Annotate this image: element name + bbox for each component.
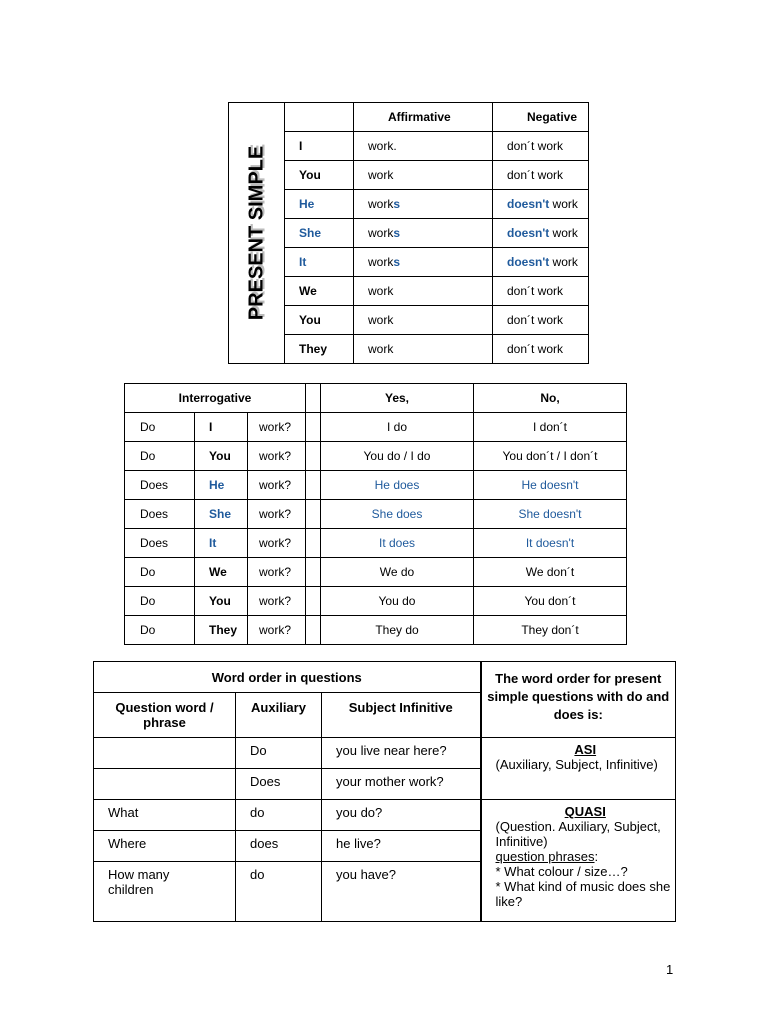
word-order-row xyxy=(94,800,676,831)
subject-cell: you live near here? xyxy=(322,738,481,769)
auxiliary-cell: Do xyxy=(125,616,195,645)
interrogative-row xyxy=(125,471,627,500)
quasi-text: (Question. Auxiliary, Subject, Infinitive) xyxy=(495,819,661,849)
affirmative-cell xyxy=(354,190,493,219)
asi-text: (Auxiliary, Subject, Infinitive) xyxy=(495,757,658,772)
negative-rest: don´t work xyxy=(507,284,564,298)
affirmative-cell xyxy=(354,132,493,161)
word-order-note-title: The word order for present simple questions with do and does is: xyxy=(481,662,676,738)
spacer-cell xyxy=(306,413,321,442)
verb-stem: work xyxy=(368,226,394,240)
spacer-cell xyxy=(306,587,321,616)
pronoun-cell: It xyxy=(285,248,354,277)
no-cell: They don´t xyxy=(474,616,627,645)
no-cell: You don´t xyxy=(474,587,627,616)
affirmative-cell xyxy=(354,161,493,190)
header-no: No, xyxy=(474,384,627,413)
verb-stem: work xyxy=(368,255,394,269)
pronoun-cell: I xyxy=(285,132,354,161)
header-blank xyxy=(285,103,354,132)
interrogative-header-row xyxy=(125,384,627,413)
spacer-cell xyxy=(306,500,321,529)
verb-stem: work xyxy=(368,284,394,298)
negative-auxiliary: doesn't xyxy=(507,226,550,240)
verb-stem: work xyxy=(368,168,394,182)
auxiliary-cell: Do xyxy=(125,587,195,616)
negative-rest: don´t work xyxy=(507,168,564,182)
auxiliary-cell: Does xyxy=(125,500,195,529)
verb-suffix: s xyxy=(393,197,401,211)
spacer-cell xyxy=(306,384,321,413)
question-word-cell xyxy=(94,738,236,769)
interrogative-row xyxy=(125,587,627,616)
verb-stem: work xyxy=(368,342,394,356)
yes-cell: We do xyxy=(321,558,474,587)
affirmative-cell xyxy=(354,219,493,248)
spacer-cell xyxy=(306,471,321,500)
negative-rest: don´t work xyxy=(507,342,564,356)
question-word-cell: How many children xyxy=(94,862,236,922)
yes-cell: You do / I do xyxy=(321,442,474,471)
no-cell: I don´t xyxy=(474,413,627,442)
negative-cell xyxy=(493,161,589,190)
affirmative-cell xyxy=(354,335,493,364)
auxiliary-cell: do xyxy=(236,800,322,831)
interrogative-row xyxy=(125,529,627,558)
yes-cell: You do xyxy=(321,587,474,616)
no-cell: She doesn't xyxy=(474,500,627,529)
pronoun-cell: She xyxy=(285,219,354,248)
pronoun-cell: He xyxy=(195,471,248,500)
negative-rest: don´t work xyxy=(507,139,564,153)
question-phrases-label: question phrases xyxy=(495,849,595,864)
pronoun-cell: It xyxy=(195,529,248,558)
side-title: PRESENT SIMPLE xyxy=(245,145,267,321)
pronoun-cell: You xyxy=(285,306,354,335)
verb-suffix: . xyxy=(393,139,397,153)
auxiliary-cell: Does xyxy=(125,471,195,500)
yes-cell: It does xyxy=(321,529,474,558)
negative-cell xyxy=(493,248,589,277)
spacer-cell xyxy=(306,558,321,587)
negative-rest: don´t work xyxy=(507,313,564,327)
negative-auxiliary: doesn't xyxy=(507,255,550,269)
spacer-cell xyxy=(306,442,321,471)
yes-cell: I do xyxy=(321,413,474,442)
subject-cell: you do? xyxy=(322,800,481,831)
subject-cell: your mother work? xyxy=(322,769,481,800)
verb-stem: work xyxy=(368,197,394,211)
no-cell: It doesn't xyxy=(474,529,627,558)
word-order-table xyxy=(93,661,676,922)
interrogative-row xyxy=(125,500,627,529)
subject-cell: you have? xyxy=(322,862,481,922)
present-simple-header-row xyxy=(229,103,589,132)
spacer-cell xyxy=(306,529,321,558)
subject-cell: he live? xyxy=(322,831,481,862)
affirmative-cell xyxy=(354,277,493,306)
question-phrases-line xyxy=(496,849,676,864)
affirmative-cell xyxy=(354,306,493,335)
negative-cell xyxy=(493,277,589,306)
verb-cell: work? xyxy=(248,558,306,587)
auxiliary-cell: do xyxy=(236,862,322,922)
pronoun-cell: We xyxy=(195,558,248,587)
present-simple-table xyxy=(228,102,589,364)
question-phrases-colon: : xyxy=(594,849,599,864)
interrogative-table xyxy=(124,383,627,645)
pronoun-cell: I xyxy=(195,413,248,442)
no-cell: He doesn't xyxy=(474,471,627,500)
negative-cell xyxy=(493,132,589,161)
question-word-cell xyxy=(94,769,236,800)
negative-rest: work xyxy=(549,255,578,269)
pronoun-cell: You xyxy=(195,587,248,616)
negative-cell xyxy=(493,219,589,248)
negative-cell xyxy=(493,190,589,219)
spacer-cell xyxy=(306,616,321,645)
verb-suffix: s xyxy=(393,255,401,269)
header-yes: Yes, xyxy=(321,384,474,413)
interrogative-row xyxy=(125,616,627,645)
yes-cell: She does xyxy=(321,500,474,529)
interrogative-row xyxy=(125,413,627,442)
negative-auxiliary: doesn't xyxy=(507,197,550,211)
pronoun-cell: She xyxy=(195,500,248,529)
verb-cell: work? xyxy=(248,442,306,471)
page-number: 1 xyxy=(666,962,674,977)
pronoun-cell: He xyxy=(285,190,354,219)
header-interrogative: Interrogative xyxy=(125,384,306,413)
header-negative: Negative xyxy=(493,103,589,132)
verb-cell: work? xyxy=(248,413,306,442)
pronoun-cell: They xyxy=(285,335,354,364)
affirmative-cell xyxy=(354,248,493,277)
question-word-cell: Where xyxy=(94,831,236,862)
quasi-title: QUASI xyxy=(564,804,606,819)
quasi-example: * What colour / size…? xyxy=(495,864,628,879)
interrogative-row xyxy=(125,558,627,587)
verb-cell: work? xyxy=(248,500,306,529)
quasi-note xyxy=(481,800,676,922)
negative-rest: work xyxy=(549,226,578,240)
verb-cell: work? xyxy=(248,529,306,558)
verb-stem: work xyxy=(368,313,394,327)
pronoun-cell: They xyxy=(195,616,248,645)
yes-cell: He does xyxy=(321,471,474,500)
verb-stem: work xyxy=(368,139,394,153)
quasi-example: * What kind of music does she like? xyxy=(495,879,671,909)
no-cell: We don´t xyxy=(474,558,627,587)
side-title-cell xyxy=(229,103,285,364)
pronoun-cell: We xyxy=(285,277,354,306)
pronoun-cell: You xyxy=(285,161,354,190)
auxiliary-cell: Do xyxy=(125,413,195,442)
col-header-question-word: Question word / phrase xyxy=(94,693,236,738)
word-order-title-row xyxy=(94,662,676,693)
auxiliary-cell: Do xyxy=(236,738,322,769)
auxiliary-cell: does xyxy=(236,831,322,862)
interrogative-row xyxy=(125,442,627,471)
negative-rest: work xyxy=(549,197,578,211)
verb-cell: work? xyxy=(248,616,306,645)
asi-title: ASI xyxy=(574,742,597,757)
verb-suffix: s xyxy=(393,226,401,240)
verb-cell: work? xyxy=(248,471,306,500)
word-order-title: Word order in questions xyxy=(94,662,481,693)
col-header-auxiliary: Auxiliary xyxy=(236,693,322,738)
word-order-row xyxy=(94,738,676,769)
auxiliary-cell: Does xyxy=(125,529,195,558)
negative-cell xyxy=(493,335,589,364)
col-header-subject-infinitive: Subject Infinitive xyxy=(322,693,481,738)
negative-cell xyxy=(493,306,589,335)
no-cell: You don´t / I don´t xyxy=(474,442,627,471)
asi-note xyxy=(481,738,676,800)
auxiliary-cell: Does xyxy=(236,769,322,800)
question-word-cell: What xyxy=(94,800,236,831)
verb-cell: work? xyxy=(248,587,306,616)
auxiliary-cell: Do xyxy=(125,442,195,471)
yes-cell: They do xyxy=(321,616,474,645)
header-affirmative: Affirmative xyxy=(354,103,493,132)
pronoun-cell: You xyxy=(195,442,248,471)
auxiliary-cell: Do xyxy=(125,558,195,587)
